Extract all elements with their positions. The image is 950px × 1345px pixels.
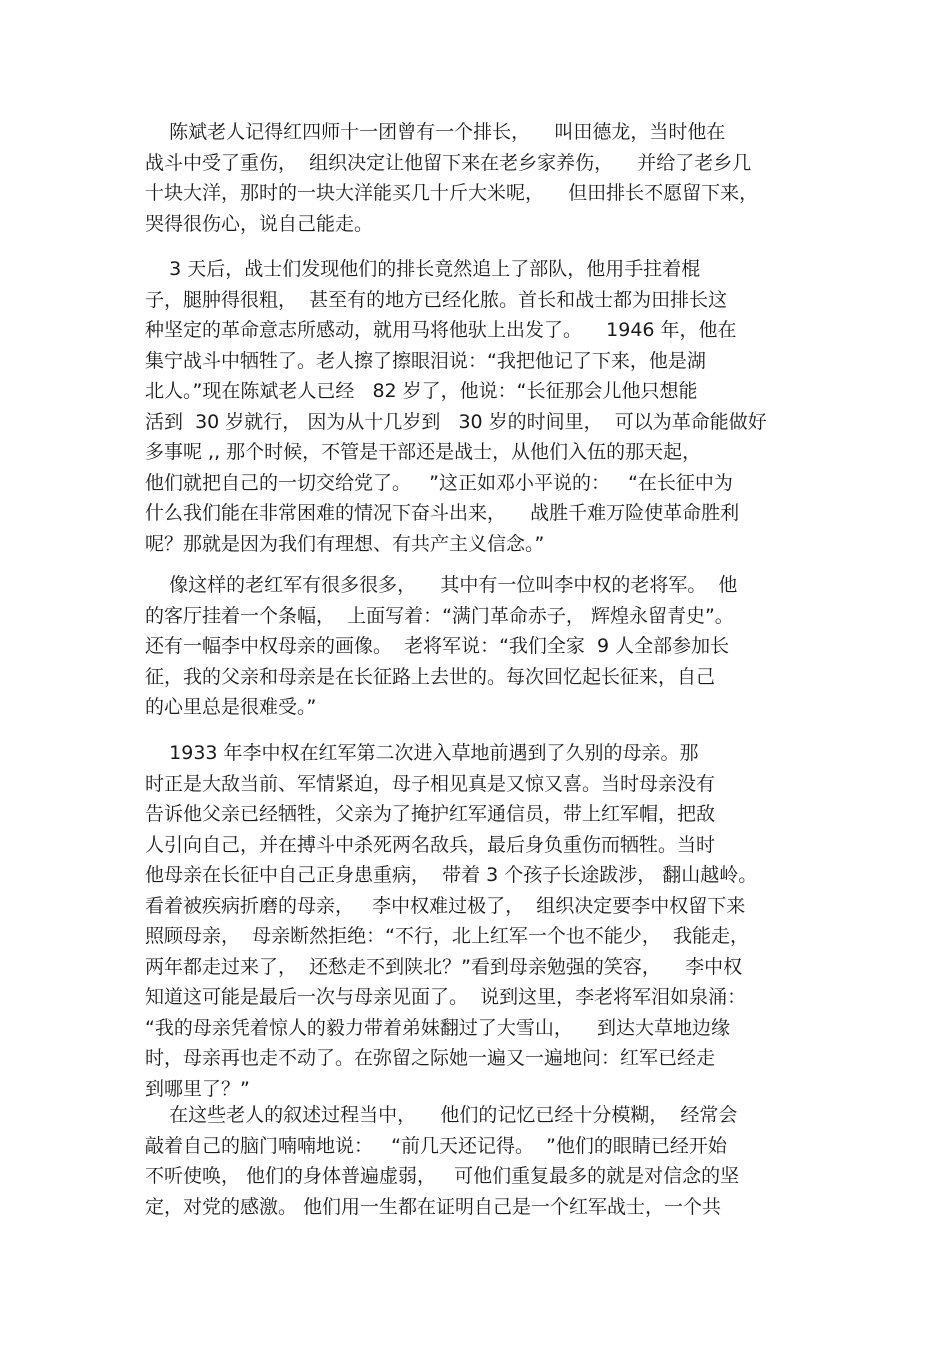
- text-line: 的客厅挂着一个条幅， 上面写着：“满门革命赤子， 辉煌永留青史”。: [145, 604, 734, 627]
- text-line: 像这样的老红军有很多很多， 其中有一位叫李中权的老将军。 他: [145, 574, 738, 596]
- text-line: 定，对党的感激。 他们用一生都在证明自己是一个红军战士，一个共: [145, 1195, 722, 1218]
- text-line: 他们就把自己的一切交给党了。 ”这正如邓小平说的： “在长征中为: [145, 471, 733, 494]
- text-line: 多事呢 ,, 那个时候，不管是干部还是战士，从他们入伍的那天起，: [145, 441, 702, 463]
- text-line: 1933 年李中权在红军第二次进入草地前遇到了久别的母亲。那: [145, 742, 699, 764]
- text-line: 3 天后，战士们发现他们的排长竟然追上了部队，他用手拄着棍: [145, 258, 701, 280]
- text-line: “我的母亲凭着惊人的毅力带着弟妹翻过了大雪山， 到达大草地边缘: [145, 1016, 731, 1039]
- text-line: 的心里总是很难受。”: [145, 696, 317, 718]
- text-line: 北人。”现在陈斌老人已经 82 岁了，他说：“长征那会儿他只想能: [145, 380, 698, 402]
- text-line: 知道这可能是最后一次与母亲见面了。 说到这里，李老将军泪如泉涌：: [145, 986, 747, 1008]
- text-line: 战斗中受了重伤， 组织决定让他留下来在老乡家养伤， 并给了老乡几: [145, 151, 752, 174]
- text-line: 陈斌老人记得红四师十一团曾有一个排长， 叫田德龙，当时他在: [145, 121, 726, 143]
- text-line: 时，母亲再也走不动了。在弥留之际她一遍又一遍地问：红军已经走: [145, 1047, 716, 1069]
- text-line: 呢？那就是因为我们有理想、有共产主义信念。”: [145, 532, 545, 555]
- text-line: 活到 30 岁就行， 因为从十几岁到 30 岁的时间里， 可以为革命能做好: [145, 410, 767, 433]
- paragraph: [145, 254, 815, 559]
- text-line: 集宁战斗中牺牲了。老人擦了擦眼泪说：“我把他记了下来，他是湖: [145, 349, 706, 372]
- text-line: 在这些老人的叙述过程当中， 他们的记忆已经十分模糊， 经常会: [145, 1104, 738, 1126]
- text-line: 种坚定的革命意志所感动，就用马将他驮上出发了。 1946 年，他在: [145, 319, 737, 341]
- paragraph: [145, 117, 815, 239]
- text-line: 十块大洋，那时的一块大洋能买几十斤大米呢， 但田排长不愿留下来，: [145, 182, 759, 204]
- text-line: 什么我们能在非常困难的情况下奋斗出来， 战胜千难万险使革命胜利: [145, 502, 740, 524]
- text-line: 还有一幅李中权母亲的画像。 老将军说：“我们全家 9 人全部参加长: [145, 635, 730, 657]
- text-line: 看着被疾病折磨的母亲， 李中权难过极了， 组织决定要李中权留下来: [145, 894, 746, 917]
- text-line: 时正是大敌当前、军情紧迫，母子相见真是又惊又喜。当时母亲没有: [145, 772, 716, 795]
- text-line: 到哪里了？”: [145, 1077, 250, 1100]
- text-line: 告诉他父亲已经牺牲，父亲为了掩护红军通信员，带上红军帽，把敌: [145, 803, 716, 825]
- text-line: 子，腿肿得很粗， 甚至有的地方已经化脓。首长和战士都为田排长这: [145, 288, 728, 311]
- paragraph: [145, 570, 815, 723]
- text-line: 不听使唤， 他们的身体普遍虚弱， 可他们重复最多的就是对信念的坚: [145, 1165, 740, 1187]
- paragraph: [145, 738, 815, 1104]
- text-line: 征，我的父亲和母亲是在长征路上去世的。每次回忆起长征来，自己: [145, 665, 716, 688]
- text-line: 照顾母亲， 母亲断然拒绝：“不行，北上红军一个也不能少， 我能走，: [145, 925, 750, 947]
- text-line: 两年都走过来了， 还愁走不到陕北？”看到母亲勉强的笑容， 李中权: [145, 955, 743, 978]
- text-line: 人引向自己，并在搏斗中杀死两名敌兵，最后身负重伤而牺牲。当时: [145, 833, 716, 856]
- paragraph: [145, 1100, 815, 1222]
- text-line: 他母亲在长征中自己正身患重病， 带着 3 个孩子长途跋涉， 翻山越岭。: [145, 864, 758, 886]
- text-line: 敲着自己的脑门喃喃地说： “前几天还记得。 ”他们的眼睛已经开始: [145, 1134, 727, 1157]
- text-line: 哭得很伤心，说自己能走。: [145, 212, 374, 235]
